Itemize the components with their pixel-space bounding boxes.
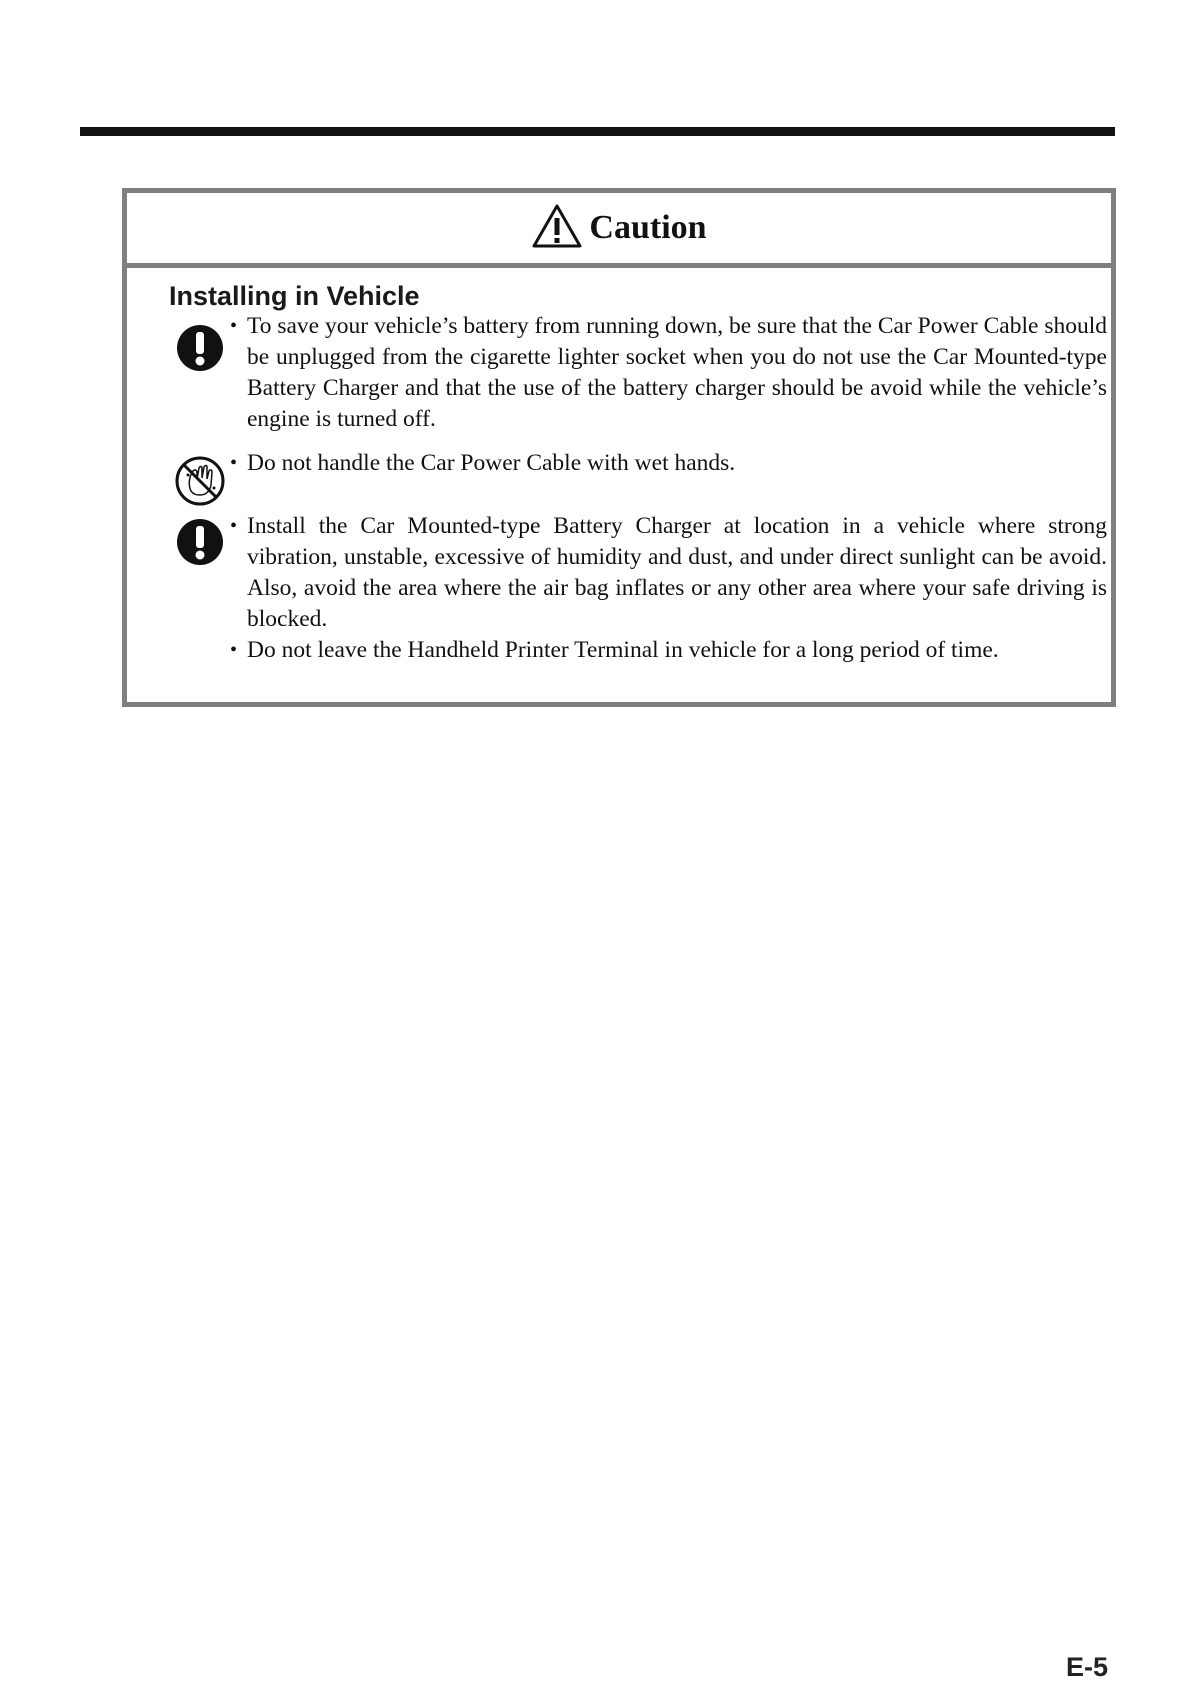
mandatory-action-icon bbox=[175, 517, 225, 567]
warning-triangle-icon bbox=[531, 203, 583, 254]
item-text: Do not handle the Car Power Cable with wet hands. bbox=[247, 450, 736, 476]
caution-header bbox=[127, 193, 1111, 268]
item-text: To save your vehicle’s battery from running down, be sure that the Car Power Cable should be unplugged from the cigarette lighter socket when you do not use the Car Mounted-type Battery Charger and that the use of the battery charger should be avoid while the vehicle’s engine is turned off. bbox=[247, 313, 1107, 432]
item-text: Install the Car Mounted-type Battery Charger at location in a vehicle where strong vibration, unstable, excessive of humidity and dust, and under direct sunlight can be avoid. Also, avoid the area where the air bag inflates or any other area where your safe driving is blocked. bbox=[247, 513, 1107, 632]
caution-title: Caution bbox=[589, 209, 707, 246]
list-item: • Do not handle the Car Power Cable with wet hands. bbox=[247, 448, 1107, 479]
caution-box bbox=[122, 188, 1116, 707]
top-rule bbox=[80, 127, 1115, 136]
list-item: • Install the Car Mounted-type Battery Charger at location in a vehicle where strong vibration, unstable, excessive of humidity and dust, and under direct sunlight can be avoid. Also, avoid the area where the air bag inflates or any other area where your safe driving is blocked. bbox=[247, 511, 1107, 635]
item-text: Do not leave the Handheld Printer Terminal in vehicle for a long period of time. bbox=[247, 637, 999, 663]
page-number: E-5 bbox=[1066, 1652, 1109, 1682]
list-item: • Do not leave the Handheld Printer Terminal in vehicle for a long period of time. bbox=[247, 635, 1107, 666]
mandatory-action-icon bbox=[175, 323, 225, 373]
section-title: Installing in Vehicle bbox=[169, 281, 420, 311]
list-item: • To save your vehicle’s battery from running down, be sure that the Car Power Cable should be unplugged from the cigarette lighter socket when you do not use the Car Mounted-type Battery Charger and that the use of the battery charger should be avoid while the vehicle’s engine is turned off. bbox=[247, 311, 1107, 435]
no-wet-hands-icon bbox=[174, 455, 226, 507]
